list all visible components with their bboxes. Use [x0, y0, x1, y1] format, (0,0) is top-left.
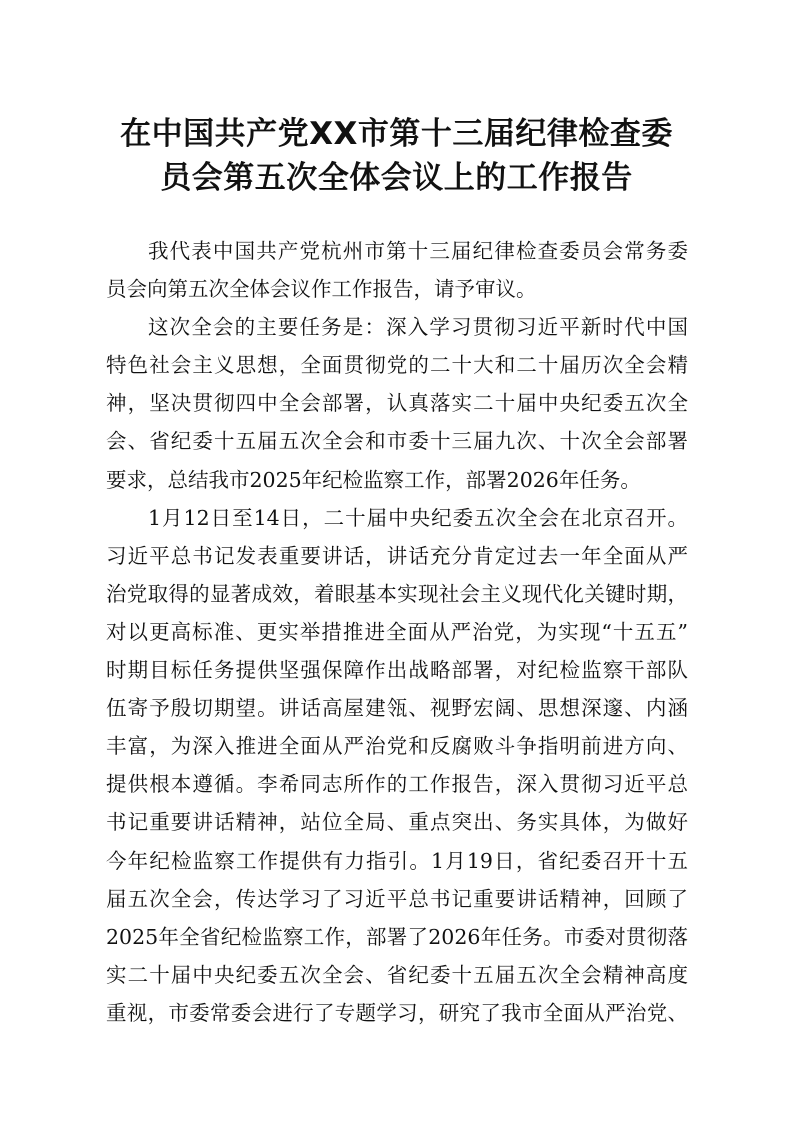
body-line: 时期目标任务提供坚强保障作出战略部署，对纪检监察干部队 [106, 658, 688, 683]
body-line: 特色社会主义思想，全面贯彻党的二十大和二十届历次全会精 [106, 353, 688, 378]
body-line: 会、省纪委十五届五次全会和市委十三届九次、十次全会部署 [106, 429, 688, 454]
body-line: 治党取得的显著成效，着眼基本实现社会主义现代化关键时期， [106, 581, 688, 606]
body-line: 员会向第五次全体会议作工作报告，请予审议。 [106, 277, 537, 302]
body-line: 书记重要讲话精神，站位全局、重点突出、务实具体，为做好 [106, 810, 688, 835]
body-line: 1月12日至14日，二十届中央纪委五次全会在北京召开。 [148, 505, 688, 530]
body-line: 对以更高标准、更实举措推进全面从严治党，为实现“十五五” [106, 619, 688, 644]
body-line: 要求，总结我市2025年纪检监察工作，部署2026年任务。 [106, 467, 641, 492]
body-line: 提供根本遵循。李希同志所作的工作报告，深入贯彻习近平总 [106, 772, 688, 797]
body-line: 伍寄予殷切期望。讲话高屋建瓴、视野宏阔、思想深邃、内涵 [106, 696, 688, 721]
title-line-1: 在中国共产党XX市第十三届纪律检查委 [120, 116, 673, 152]
document-body [106, 232, 688, 1032]
body-line: 重视，市委常委会进行了专题学习，研究了我市全面从严治党、 [106, 1000, 688, 1025]
title-line-2: 员会第五次全体会议上的工作报告 [160, 160, 633, 196]
body-line: 神，坚决贯彻四中全会部署，认真落实二十届中央纪委五次全 [106, 391, 688, 416]
body-line: 实二十届中央纪委五次全会、省纪委十五届五次全会精神高度 [106, 962, 688, 987]
body-line: 今年纪检监察工作提供有力指引。1月19日，省纪委召开十五 [106, 848, 688, 873]
body-line: 这次全会的主要任务是：深入学习贯彻习近平新时代中国 [148, 315, 688, 340]
body-line: 丰富，为深入推进全面从严治党和反腐败斗争指明前进方向、 [106, 734, 688, 759]
body-line: 习近平总书记发表重要讲话，讲话充分肯定过去一年全面从严 [106, 543, 688, 568]
document-title [90, 112, 703, 200]
body-line: 届五次全会，传达学习了习近平总书记重要讲话精神，回顾了 [106, 886, 688, 911]
body-line: 我代表中国共产党杭州市第十三届纪律检查委员会常务委 [148, 239, 688, 263]
body-line: 2025年全省纪检监察工作，部署了2026年任务。市委对贯彻落 [106, 924, 688, 949]
